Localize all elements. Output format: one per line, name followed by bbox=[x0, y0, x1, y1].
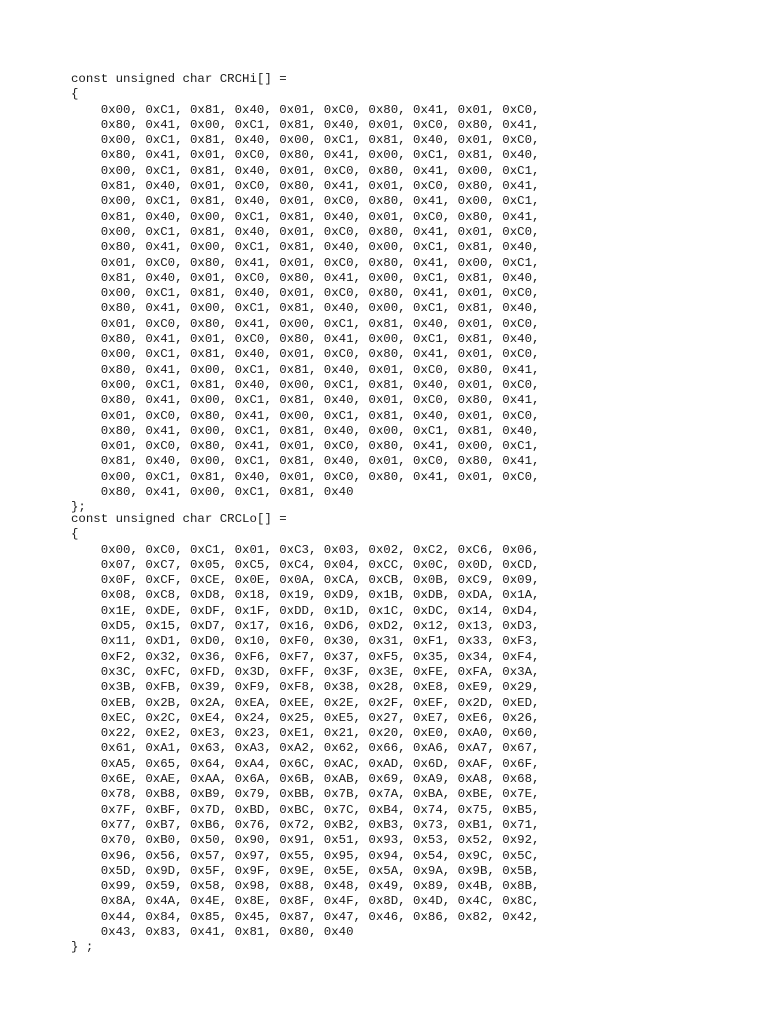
array-row: 0x80, 0x41, 0x01, 0xC0, 0x80, 0x41, 0x00, 0xC1, 0x81, 0x40, bbox=[71, 332, 540, 347]
array-row: 0xF2, 0x32, 0x36, 0xF6, 0xF7, 0x37, 0xF5, 0x35, 0x34, 0xF4, bbox=[71, 649, 540, 664]
array-row: 0x8A, 0x4A, 0x4E, 0x8E, 0x8F, 0x4F, 0x8D, 0x4D, 0x4C, 0x8C, bbox=[71, 894, 540, 909]
array-row: 0x81, 0x40, 0x01, 0xC0, 0x80, 0x41, 0x00, 0xC1, 0x81, 0x40, bbox=[71, 270, 540, 285]
array-row: 0x00, 0xC1, 0x81, 0x40, 0x01, 0xC0, 0x80, 0x41, 0x01, 0xC0, bbox=[71, 469, 540, 484]
array-row: 0x80, 0x41, 0x00, 0xC1, 0x81, 0x40 bbox=[71, 485, 354, 500]
array-row: 0x61, 0xA1, 0x63, 0xA3, 0xA2, 0x62, 0x66, 0xA6, 0xA7, 0x67, bbox=[71, 741, 540, 756]
array-row: 0x00, 0xC1, 0x81, 0x40, 0x00, 0xC1, 0x81, 0x40, 0x01, 0xC0, bbox=[71, 377, 540, 392]
array-row: 0x07, 0xC7, 0x05, 0xC5, 0xC4, 0x04, 0xCC, 0x0C, 0x0D, 0xCD, bbox=[71, 557, 540, 572]
array-row: 0x44, 0x84, 0x85, 0x45, 0x87, 0x47, 0x46, 0x86, 0x82, 0x42, bbox=[71, 909, 540, 924]
array-row: 0x80, 0x41, 0x00, 0xC1, 0x81, 0x40, 0x00, 0xC1, 0x81, 0x40, bbox=[71, 301, 540, 316]
crchi-table-code bbox=[71, 72, 539, 516]
array-row: 0x81, 0x40, 0x00, 0xC1, 0x81, 0x40, 0x01, 0xC0, 0x80, 0x41, bbox=[71, 209, 540, 224]
array-row: 0x01, 0xC0, 0x80, 0x41, 0x00, 0xC1, 0x81, 0x40, 0x01, 0xC0, bbox=[71, 408, 540, 423]
array-row: 0xEC, 0x2C, 0xE4, 0x24, 0x25, 0xE5, 0x27, 0xE7, 0xE6, 0x26, bbox=[71, 710, 540, 725]
array-row: 0x77, 0xB7, 0xB6, 0x76, 0x72, 0xB2, 0xB3, 0x73, 0xB1, 0x71, bbox=[71, 817, 540, 832]
array-row: 0x70, 0xB0, 0x50, 0x90, 0x91, 0x51, 0x93, 0x53, 0x52, 0x92, bbox=[71, 833, 540, 848]
array-row: 0x80, 0x41, 0x00, 0xC1, 0x81, 0x40, 0x01, 0xC0, 0x80, 0x41, bbox=[71, 117, 540, 132]
crchi-declaration: const unsigned char CRCHi[] = bbox=[71, 72, 287, 86]
array-row: 0x00, 0xC1, 0x81, 0x40, 0x01, 0xC0, 0x80, 0x41, 0x01, 0xC0, bbox=[71, 102, 540, 117]
array-row: 0x0F, 0xCF, 0xCE, 0x0E, 0x0A, 0xCA, 0xCB, 0x0B, 0xC9, 0x09, bbox=[71, 573, 540, 588]
array-row: 0x00, 0xC1, 0x81, 0x40, 0x01, 0xC0, 0x80, 0x41, 0x01, 0xC0, bbox=[71, 224, 540, 239]
crclo-rows bbox=[71, 543, 539, 941]
array-row: 0x99, 0x59, 0x58, 0x98, 0x88, 0x48, 0x49, 0x89, 0x4B, 0x8B, bbox=[71, 879, 540, 894]
array-row: 0x78, 0xB8, 0xB9, 0x79, 0xBB, 0x7B, 0x7A, 0xBA, 0xBE, 0x7E, bbox=[71, 787, 540, 802]
array-row: 0x1E, 0xDE, 0xDF, 0x1F, 0xDD, 0x1D, 0x1C, 0xDC, 0x14, 0xD4, bbox=[71, 603, 540, 618]
array-row: 0x3C, 0xFC, 0xFD, 0x3D, 0xFF, 0x3F, 0x3E, 0xFE, 0xFA, 0x3A, bbox=[71, 664, 540, 679]
array-row: 0xD5, 0x15, 0xD7, 0x17, 0x16, 0xD6, 0xD2, 0x12, 0x13, 0xD3, bbox=[71, 619, 540, 634]
array-row: 0x00, 0xC1, 0x81, 0x40, 0x01, 0xC0, 0x80, 0x41, 0x01, 0xC0, bbox=[71, 286, 540, 301]
array-row: 0x6E, 0xAE, 0xAA, 0x6A, 0x6B, 0xAB, 0x69, 0xA9, 0xA8, 0x68, bbox=[71, 772, 540, 787]
array-row: 0x5D, 0x9D, 0x5F, 0x9F, 0x9E, 0x5E, 0x5A, 0x9A, 0x9B, 0x5B, bbox=[71, 863, 540, 878]
crclo-close: } ; bbox=[71, 940, 94, 955]
array-row: 0x01, 0xC0, 0x80, 0x41, 0x01, 0xC0, 0x80, 0x41, 0x00, 0xC1, bbox=[71, 439, 540, 454]
array-row: 0x00, 0xC1, 0x81, 0x40, 0x01, 0xC0, 0x80, 0x41, 0x00, 0xC1, bbox=[71, 163, 540, 178]
array-row: 0x80, 0x41, 0x00, 0xC1, 0x81, 0x40, 0x01, 0xC0, 0x80, 0x41, bbox=[71, 393, 540, 408]
array-row: 0x08, 0xC8, 0xD8, 0x18, 0x19, 0xD9, 0x1B, 0xDB, 0xDA, 0x1A, bbox=[71, 588, 540, 603]
array-row: 0x00, 0xC0, 0xC1, 0x01, 0xC3, 0x03, 0x02, 0xC2, 0xC6, 0x06, bbox=[71, 542, 540, 557]
crchi-close: }; bbox=[71, 500, 86, 515]
array-row: 0x7F, 0xBF, 0x7D, 0xBD, 0xBC, 0x7C, 0xB4, 0x74, 0x75, 0xB5, bbox=[71, 802, 540, 817]
array-row: 0x81, 0x40, 0x01, 0xC0, 0x80, 0x41, 0x01, 0xC0, 0x80, 0x41, bbox=[71, 179, 540, 194]
crchi-open-brace: { bbox=[71, 87, 79, 102]
array-row: 0x11, 0xD1, 0xD0, 0x10, 0xF0, 0x30, 0x31, 0xF1, 0x33, 0xF3, bbox=[71, 634, 540, 649]
array-row: 0x80, 0x41, 0x01, 0xC0, 0x80, 0x41, 0x00, 0xC1, 0x81, 0x40, bbox=[71, 148, 540, 163]
array-row: 0x00, 0xC1, 0x81, 0x40, 0x01, 0xC0, 0x80, 0x41, 0x01, 0xC0, bbox=[71, 347, 540, 362]
crclo-declaration: const unsigned char CRCLo[] = bbox=[71, 512, 287, 526]
crclo-open-brace: { bbox=[71, 527, 79, 542]
array-row: 0x80, 0x41, 0x00, 0xC1, 0x81, 0x40, 0x00, 0xC1, 0x81, 0x40, bbox=[71, 240, 540, 255]
array-row: 0x01, 0xC0, 0x80, 0x41, 0x01, 0xC0, 0x80, 0x41, 0x00, 0xC1, bbox=[71, 255, 540, 270]
array-row: 0xA5, 0x65, 0x64, 0xA4, 0x6C, 0xAC, 0xAD, 0x6D, 0xAF, 0x6F, bbox=[71, 756, 540, 771]
array-row: 0x96, 0x56, 0x57, 0x97, 0x55, 0x95, 0x94, 0x54, 0x9C, 0x5C, bbox=[71, 848, 540, 863]
array-row: 0x80, 0x41, 0x00, 0xC1, 0x81, 0x40, 0x00, 0xC1, 0x81, 0x40, bbox=[71, 423, 540, 438]
crchi-rows bbox=[71, 103, 539, 501]
array-row: 0x22, 0xE2, 0xE3, 0x23, 0xE1, 0x21, 0x20, 0xE0, 0xA0, 0x60, bbox=[71, 726, 540, 741]
array-row: 0x00, 0xC1, 0x81, 0x40, 0x01, 0xC0, 0x80, 0x41, 0x00, 0xC1, bbox=[71, 194, 540, 209]
crclo-table-code bbox=[71, 512, 539, 956]
array-row: 0x01, 0xC0, 0x80, 0x41, 0x00, 0xC1, 0x81, 0x40, 0x01, 0xC0, bbox=[71, 316, 540, 331]
array-row: 0x80, 0x41, 0x00, 0xC1, 0x81, 0x40, 0x01, 0xC0, 0x80, 0x41, bbox=[71, 362, 540, 377]
array-row: 0x00, 0xC1, 0x81, 0x40, 0x00, 0xC1, 0x81, 0x40, 0x01, 0xC0, bbox=[71, 133, 540, 148]
array-row: 0x43, 0x83, 0x41, 0x81, 0x80, 0x40 bbox=[71, 925, 354, 940]
array-row: 0xEB, 0x2B, 0x2A, 0xEA, 0xEE, 0x2E, 0x2F, 0xEF, 0x2D, 0xED, bbox=[71, 695, 540, 710]
array-row: 0x81, 0x40, 0x00, 0xC1, 0x81, 0x40, 0x01, 0xC0, 0x80, 0x41, bbox=[71, 454, 540, 469]
array-row: 0x3B, 0xFB, 0x39, 0xF9, 0xF8, 0x38, 0x28, 0xE8, 0xE9, 0x29, bbox=[71, 680, 540, 695]
